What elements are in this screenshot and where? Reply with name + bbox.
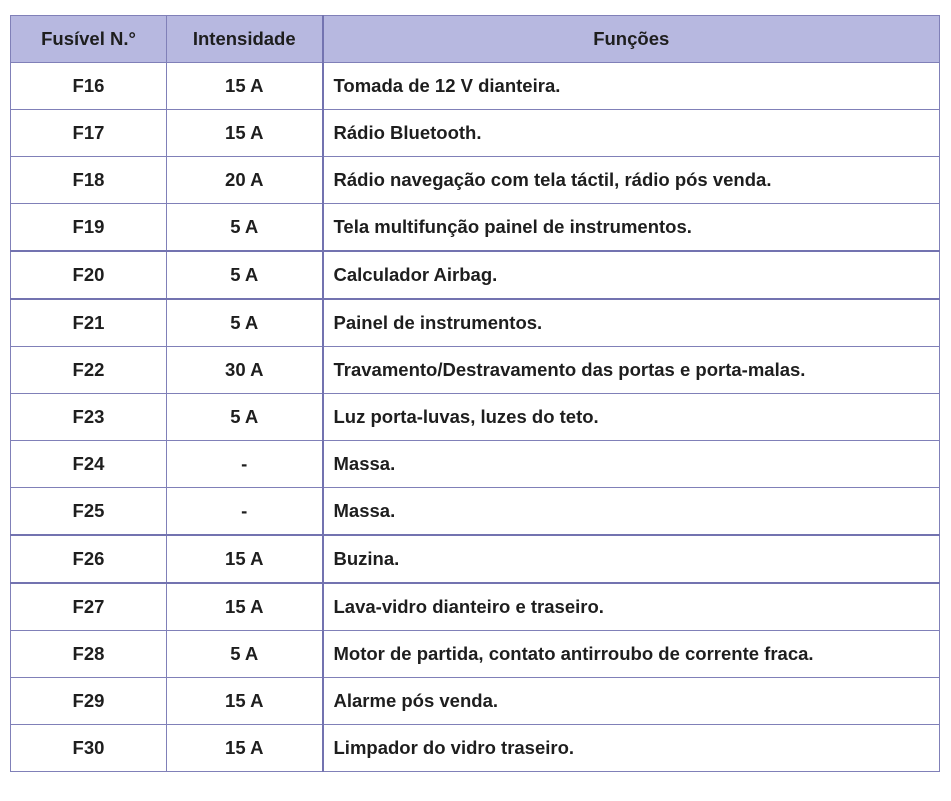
fuse-number: F17 bbox=[11, 110, 167, 157]
table-row bbox=[11, 251, 940, 299]
fuse-function: Buzina. bbox=[323, 535, 940, 583]
fuse-amperage: 5 A bbox=[167, 394, 323, 441]
table-row bbox=[11, 347, 940, 394]
fuse-number: F19 bbox=[11, 204, 167, 252]
fuse-amperage: 20 A bbox=[167, 157, 323, 204]
fuse-amperage: 15 A bbox=[167, 110, 323, 157]
table-row bbox=[11, 488, 940, 536]
fuse-number: F16 bbox=[11, 63, 167, 110]
fuse-function: Painel de instrumentos. bbox=[323, 299, 940, 347]
fuse-amperage: 5 A bbox=[167, 299, 323, 347]
fuse-function: Rádio navegação com tela táctil, rádio pós venda. bbox=[323, 157, 940, 204]
fuse-number: F22 bbox=[11, 347, 167, 394]
fuse-amperage: 15 A bbox=[167, 678, 323, 725]
fuse-function: Lava-vidro dianteiro e traseiro. bbox=[323, 583, 940, 631]
fuse-function: Travamento/Destravamento das portas e porta-malas. bbox=[323, 347, 940, 394]
fuse-amperage: 30 A bbox=[167, 347, 323, 394]
fuse-number: F26 bbox=[11, 535, 167, 583]
fuse-number: F21 bbox=[11, 299, 167, 347]
fuse-number: F18 bbox=[11, 157, 167, 204]
table-row bbox=[11, 725, 940, 772]
table-row bbox=[11, 204, 940, 252]
header-fuse-number: Fusível N.° bbox=[11, 16, 167, 63]
fuse-function: Tela multifunção painel de instrumentos. bbox=[323, 204, 940, 252]
fuse-amperage: 15 A bbox=[167, 725, 323, 772]
table-row bbox=[11, 535, 940, 583]
fuse-function: Calculador Airbag. bbox=[323, 251, 940, 299]
fuse-function: Massa. bbox=[323, 488, 940, 536]
fuse-function: Tomada de 12 V dianteira. bbox=[323, 63, 940, 110]
fuse-number: F24 bbox=[11, 441, 167, 488]
fuse-amperage: - bbox=[167, 488, 323, 536]
fuse-table bbox=[10, 15, 940, 772]
fuse-amperage: - bbox=[167, 441, 323, 488]
fuse-number: F28 bbox=[11, 631, 167, 678]
table-row bbox=[11, 678, 940, 725]
table-row bbox=[11, 583, 940, 631]
table-row bbox=[11, 441, 940, 488]
fuse-function: Motor de partida, contato antirroubo de corrente fraca. bbox=[323, 631, 940, 678]
fuse-function: Limpador do vidro traseiro. bbox=[323, 725, 940, 772]
table-row bbox=[11, 299, 940, 347]
fuse-number: F29 bbox=[11, 678, 167, 725]
fuse-number: F20 bbox=[11, 251, 167, 299]
table-row bbox=[11, 157, 940, 204]
fuse-function: Luz porta-luvas, luzes do teto. bbox=[323, 394, 940, 441]
header-row bbox=[11, 16, 940, 63]
header-functions: Funções bbox=[323, 16, 940, 63]
table-row bbox=[11, 394, 940, 441]
fuse-amperage: 15 A bbox=[167, 63, 323, 110]
header-intensity: Intensidade bbox=[167, 16, 323, 63]
fuse-number: F23 bbox=[11, 394, 167, 441]
fuse-amperage: 5 A bbox=[167, 251, 323, 299]
fuse-number: F25 bbox=[11, 488, 167, 536]
fuse-function: Alarme pós venda. bbox=[323, 678, 940, 725]
table-row bbox=[11, 631, 940, 678]
fuse-amperage: 5 A bbox=[167, 204, 323, 252]
fuse-amperage: 15 A bbox=[167, 535, 323, 583]
fuse-function: Massa. bbox=[323, 441, 940, 488]
fuse-amperage: 15 A bbox=[167, 583, 323, 631]
table-row bbox=[11, 63, 940, 110]
fuse-function: Rádio Bluetooth. bbox=[323, 110, 940, 157]
fuse-amperage: 5 A bbox=[167, 631, 323, 678]
fuse-number: F30 bbox=[11, 725, 167, 772]
fuse-number: F27 bbox=[11, 583, 167, 631]
table-row bbox=[11, 110, 940, 157]
